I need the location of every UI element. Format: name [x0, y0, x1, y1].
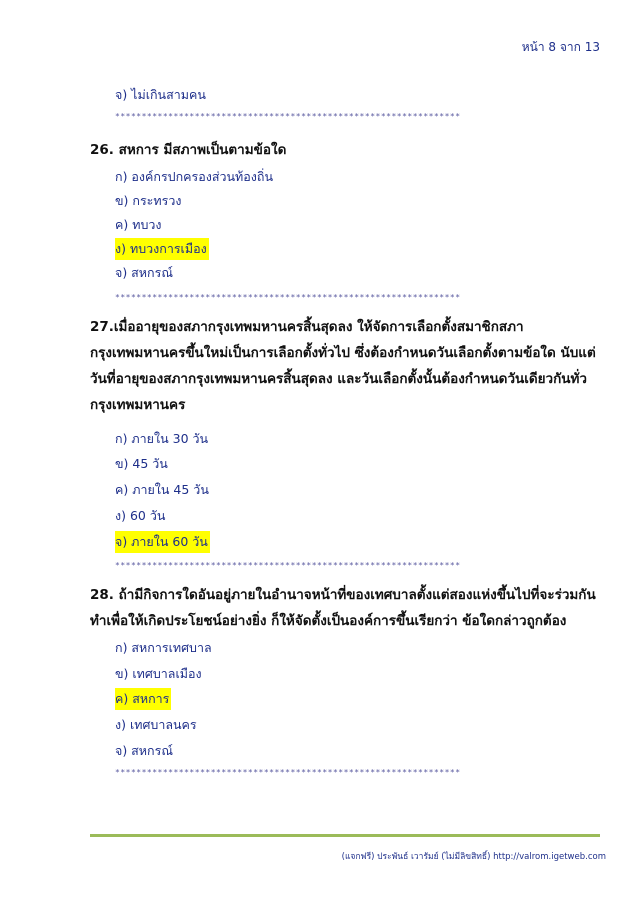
q28-option-d: ง) เทศบาลนคร: [115, 717, 197, 732]
question-line: วันที่อายุของสภากรุงเทพมหานครสิ้นสุดลง และวันเลือกตั้งนั้นต้องกำหนดวันเดียวกันทั่ว: [90, 371, 588, 387]
q28-option-c-answer: ค) สหการ: [115, 688, 171, 710]
question-line: กรุงเทพมหานครขึ้นใหม่เป็นการเลือกตั้งทั่วไป ซึ่งต้องกำหนดวันเลือกตั้งตามข้อใด นับแต่: [90, 345, 596, 361]
q26-option-e: จ) สหกรณ์: [115, 265, 173, 280]
q28-option-b: ข) เทศบาลเมือง: [115, 666, 202, 681]
page-number: หน้า 8 จาก 13: [521, 40, 600, 54]
question-27: [90, 314, 605, 418]
question-28: [90, 582, 605, 634]
footer-rule: [90, 834, 600, 837]
question-line: 27.เมื่ออายุของสภากรุงเทพมหานครสิ้นสุดลง ให้จัดการเลือกตั้งสมาชิกสภา: [90, 319, 524, 335]
q26-option-a: ก) องค์กรปกครองส่วนท้องถิ่น: [115, 169, 274, 184]
q26-option-b: ข) กระทรวง: [115, 193, 182, 208]
separator: *****************************************************************: [115, 293, 461, 302]
q26-option-d-answer: ง) ทบวงการเมือง: [115, 238, 209, 260]
question-line: ทำเพื่อให้เกิดประโยชน์อย่างยิ่ง ก็ให้จัดตั้งเป็นองค์การขึ้นเรียกว่า ข้อใดกล่าวถูกต้อง: [90, 613, 567, 629]
question-line: กรุงเทพมหานคร: [90, 397, 186, 413]
q27-option-e-answer: จ) ภายใน 60 วัน: [115, 531, 210, 553]
separator: *****************************************************************: [115, 768, 461, 777]
q27-option-a: ก) ภายใน 30 วัน: [115, 431, 209, 446]
q27-option-b: ข) 45 วัน: [115, 456, 168, 471]
separator: *****************************************************************: [115, 561, 461, 570]
option-e: จ) ไม่เกินสามคน: [115, 87, 206, 102]
q27-option-c: ค) ภายใน 45 วัน: [115, 482, 209, 497]
q28-option-a: ก) สหการเทศบาล: [115, 640, 212, 655]
footer-credit: (แจกฟรี) ประพันธ์ เวารัมย์ (ไม่มีลิขสิทธิ์) http://valrom.igetweb.com: [341, 852, 606, 862]
q27-option-d: ง) 60 วัน: [115, 508, 166, 523]
question-line: 28. ถ้ามีกิจการใดอันอยู่ภายในอำนาจหน้าที่ของเทศบาลตั้งแต่สองแห่งขึ้นไปที่จะร่วมกัน: [90, 587, 596, 603]
q28-option-e: จ) สหกรณ์: [115, 743, 173, 758]
separator: *****************************************************************: [115, 112, 461, 121]
question-text: 26. สหการ มีสภาพเป็นตามข้อใด: [90, 142, 287, 158]
question-26: [90, 137, 605, 163]
q26-option-c: ค) ทบวง: [115, 217, 162, 232]
